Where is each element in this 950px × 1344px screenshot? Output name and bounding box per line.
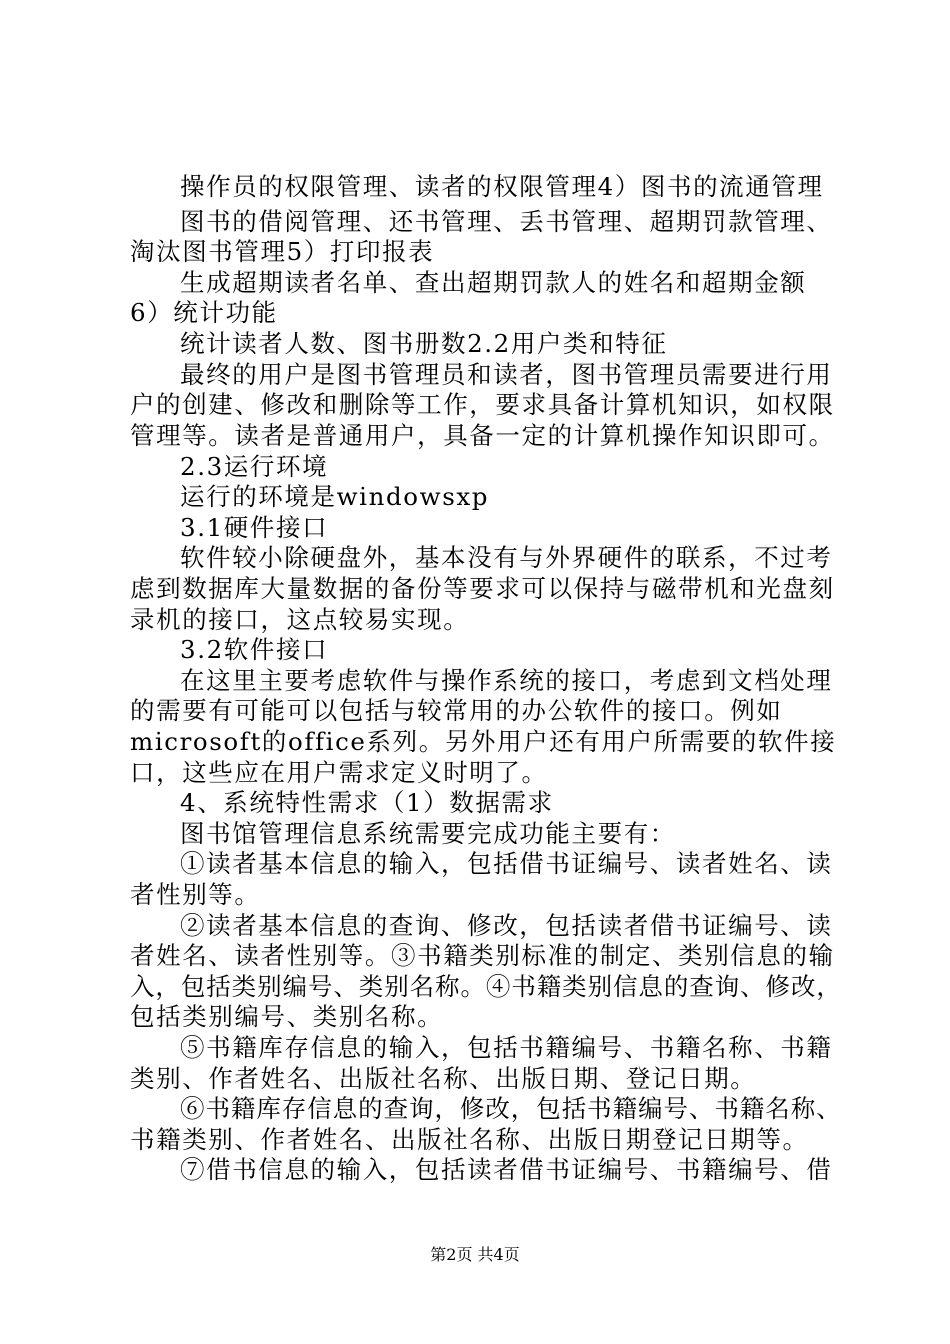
text-line: 类别、作者姓名、出版社名称、出版日期、登记日期。 bbox=[130, 1064, 757, 1093]
text-line: 的需要有可能可以包括与较常用的办公软件的接口。例如 bbox=[130, 696, 783, 725]
text-line: 运行的环境是windowsxp bbox=[180, 482, 490, 511]
list-item: ⑤书籍库存信息的输入，包括书籍编号、书籍名称、书籍 bbox=[180, 1033, 833, 1062]
text-line: 者性别等。 bbox=[130, 880, 261, 909]
list-item: ①读者基本信息的输入，包括借书证编号、读者姓名、读 bbox=[180, 849, 833, 878]
section-heading: 4、系统特性需求（1）数据需求 bbox=[180, 788, 554, 817]
text-line: 生成超期读者名单、查出超期罚款人的姓名和超期金额 bbox=[180, 268, 807, 297]
text-line: 最终的用户是图书管理员和读者，图书管理员需要进行用 bbox=[180, 360, 833, 389]
text-line: 包括类别编号、类别名称。 bbox=[130, 1002, 444, 1031]
text-line: 操作员的权限管理、读者的权限管理4）图书的流通管理 bbox=[180, 172, 824, 201]
text-line: 图书馆管理信息系统需要完成功能主要有： bbox=[180, 819, 676, 848]
section-heading: 2.3运行环境 bbox=[180, 452, 329, 481]
list-item: ②读者基本信息的查询、修改，包括读者借书证编号、读 bbox=[180, 911, 833, 940]
text-line: 软件较小除硬盘外，基本没有与外界硬件的联系，不过考 bbox=[180, 543, 833, 572]
text-line: 户的创建、修改和删除等工作，要求具备计算机知识，如权限 bbox=[130, 390, 835, 419]
section-heading: 3.1硬件接口 bbox=[180, 513, 329, 542]
text-line: 录机的接口，这点较易实现。 bbox=[130, 605, 470, 634]
text-line: 虑到数据库大量数据的备份等要求可以保持与磁带机和光盘刻 bbox=[130, 574, 835, 603]
text-line: 口，这些应在用户需求定义时明了。 bbox=[130, 758, 548, 787]
list-item: ⑦借书信息的输入，包括读者借书证编号、书籍编号、借 bbox=[180, 1155, 833, 1184]
text-line: 在这里主要考虑软件与操作系统的接口，考虑到文档处理 bbox=[180, 666, 833, 695]
text-line: 图书的借阅管理、还书管理、丢书管理、超期罚款管理、 bbox=[180, 207, 833, 236]
text-line: 6）统计功能 bbox=[130, 298, 278, 327]
list-item: ⑥书籍库存信息的查询，修改，包括书籍编号、书籍名称、 bbox=[180, 1094, 842, 1123]
text-line: microsoft的office系列。另外用户还有用户所需要的软件接 bbox=[130, 727, 837, 756]
text-line: 书籍类别、作者姓名、出版社名称、出版日期登记日期等。 bbox=[130, 1125, 809, 1154]
text-line: 统计读者人数、图书册数2.2用户类和特征 bbox=[180, 329, 668, 358]
text-line: 管理等。读者是普通用户，具备一定的计算机操作知识即可。 bbox=[130, 421, 835, 450]
text-line: 者姓名、读者性别等。③书籍类别标准的制定、类别信息的输 bbox=[130, 941, 835, 970]
page-footer: 第2页 共4页 bbox=[430, 1245, 520, 1264]
section-heading: 3.2软件接口 bbox=[180, 635, 329, 664]
text-line: 淘汰图书管理5）打印报表 bbox=[130, 237, 435, 266]
text-line: 入，包括类别编号、类别名称。④书籍类别信息的查询、修改， bbox=[130, 972, 842, 1001]
